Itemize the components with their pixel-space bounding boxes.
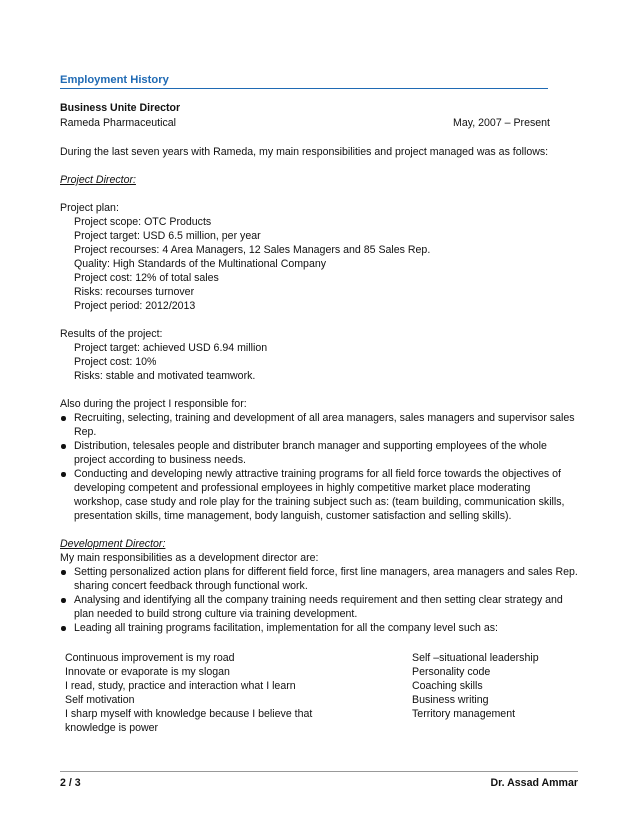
plan-item: Risks: recourses turnover bbox=[74, 286, 195, 298]
training-item: knowledge is power bbox=[65, 722, 159, 734]
bullet-text: Conducting and developing newly attractive training programs for all field force towards the objectives of developing competent and professional employees in highly competitive market place moderating workshop, case study and role play for the training subject such as: (team building, communication skills, presentation skills, time management, body languish, customer satisfaction and selling skills). bbox=[74, 468, 565, 523]
bullet-text: Analysing and identifying all the company training needs requirement and then setting clear strategy and plan needed to build strong culture via training development. bbox=[74, 594, 563, 621]
job-date-range: May, 2007 – Present bbox=[453, 117, 550, 129]
plan-item: Project target: USD 6.5 million, per year bbox=[74, 230, 261, 242]
bullet-item bbox=[60, 621, 580, 635]
bullet-dot-icon bbox=[61, 444, 66, 449]
subheading-project-director: Project Director: bbox=[60, 174, 136, 186]
training-item: Business writing bbox=[412, 694, 489, 706]
project-plan-block bbox=[60, 201, 430, 313]
result-item: Risks: stable and motivated teamwork. bbox=[74, 370, 256, 382]
subheading-development-director: Development Director: bbox=[60, 538, 166, 550]
bullet-dot-icon bbox=[61, 570, 66, 575]
plan-item: Project cost: 12% of total sales bbox=[74, 272, 219, 284]
training-item: Innovate or evaporate is my slogan bbox=[65, 666, 230, 678]
result-item: Project cost: 10% bbox=[74, 356, 157, 368]
footer-divider bbox=[60, 771, 578, 772]
bullet-text: Distribution, telesales people and distributer branch manager and supporting employees of the whole project according to business needs. bbox=[74, 440, 547, 467]
footer-page-number: 2 / 3 bbox=[60, 777, 81, 789]
training-item: I read, study, practice and interaction what I learn bbox=[65, 680, 296, 692]
training-item: Continuous improvement is my road bbox=[65, 652, 235, 664]
bullet-item bbox=[60, 439, 580, 467]
section-heading-employment-history: Employment History bbox=[60, 73, 548, 89]
training-item: Self –situational leadership bbox=[412, 652, 539, 664]
result-item: Project target: achieved USD 6.94 million bbox=[74, 342, 268, 354]
training-item: I sharp myself with knowledge because I believe that bbox=[65, 708, 313, 720]
company-name: Rameda Pharmaceutical bbox=[60, 117, 176, 129]
bullet-item bbox=[60, 411, 580, 439]
job-title: Business Unite Director bbox=[60, 102, 181, 114]
bullet-item bbox=[60, 467, 580, 523]
bullet-dot-icon bbox=[61, 416, 66, 421]
bullet-text: Leading all training programs facilitation, implementation for all the company level such as: bbox=[74, 622, 498, 634]
bullet-dot-icon bbox=[61, 598, 66, 603]
plan-item: Project period: 2012/2013 bbox=[74, 300, 196, 312]
bullet-item bbox=[60, 593, 580, 621]
bullet-text: Setting personalized action plans for different field force, first line managers, area managers and sales Rep. sharing concert feedback through functional work. bbox=[74, 566, 578, 593]
training-programs-right-column bbox=[412, 651, 539, 721]
footer-author-name: Dr. Assad Ammar bbox=[490, 777, 578, 789]
development-intro: My main responsibilities as a development director are: bbox=[60, 552, 319, 564]
training-programs-left-column bbox=[65, 651, 312, 735]
bullet-dot-icon bbox=[61, 626, 66, 631]
project-results-block bbox=[60, 327, 267, 383]
results-label: Results of the project: bbox=[60, 328, 163, 340]
development-director-bullet-list bbox=[60, 565, 580, 635]
training-item: Personality code bbox=[412, 666, 491, 678]
bullet-text: Recruiting, selecting, training and development of all area managers, sales managers and supervisor sales Rep. bbox=[74, 412, 575, 439]
training-item: Coaching skills bbox=[412, 680, 483, 692]
plan-item: Quality: High Standards of the Multinational Company bbox=[74, 258, 327, 270]
training-item: Self motivation bbox=[65, 694, 135, 706]
training-item: Territory management bbox=[412, 708, 516, 720]
bullet-item bbox=[60, 565, 580, 593]
plan-item: Project scope: OTC Products bbox=[74, 216, 212, 228]
project-plan-label: Project plan: bbox=[60, 202, 119, 214]
bullet-dot-icon bbox=[61, 472, 66, 477]
intro-paragraph: During the last seven years with Rameda, my main responsibilities and project managed was as follows: bbox=[60, 146, 549, 158]
also-responsible-label: Also during the project I responsible for: bbox=[60, 398, 247, 410]
plan-item: Project recourses: 4 Area Managers, 12 Sales Managers and 85 Sales Rep. bbox=[74, 244, 431, 256]
project-director-bullet-list bbox=[60, 411, 580, 523]
